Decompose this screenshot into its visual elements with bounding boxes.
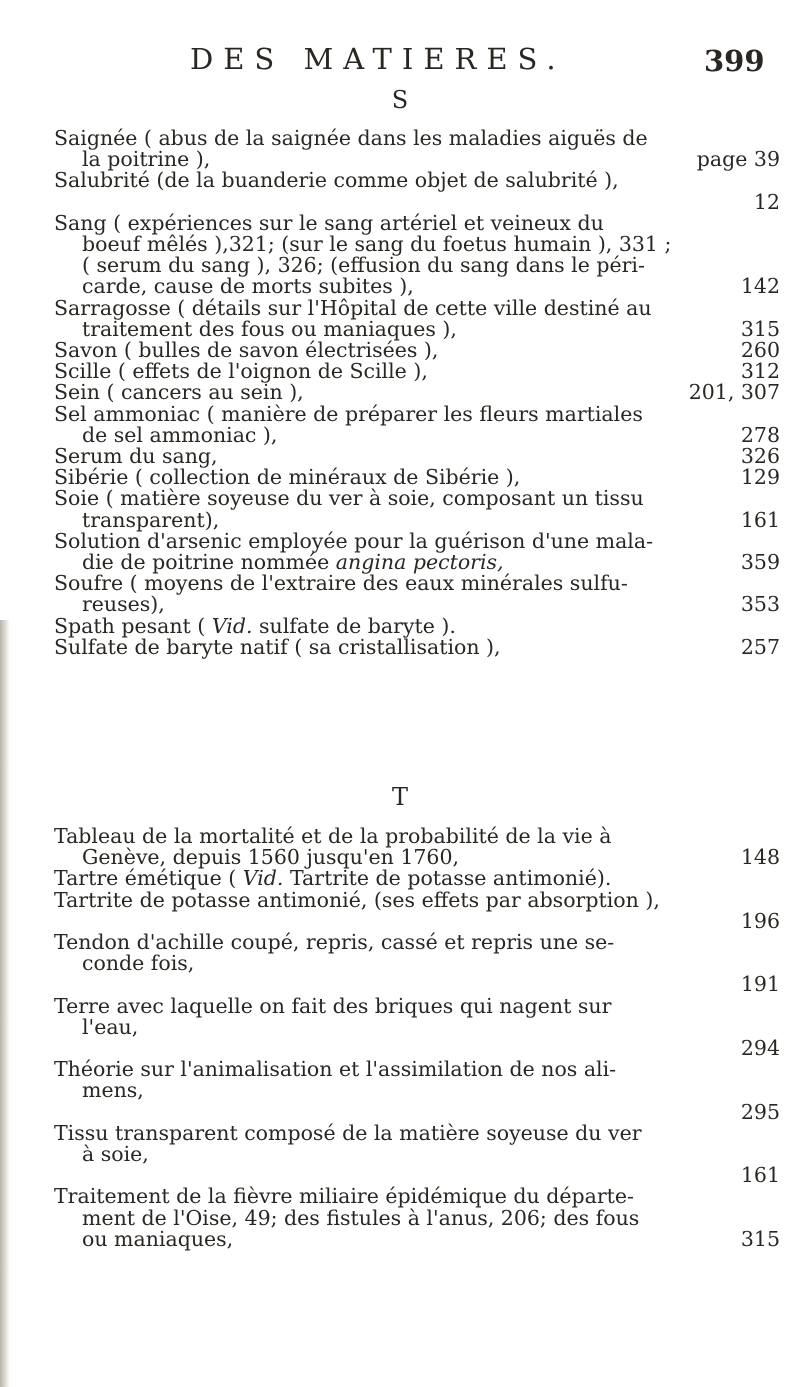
entry-italic-term: Vid. [242,866,284,891]
index-entry [54,932,780,996]
index-entry [54,1186,780,1250]
entry-line: Soufre ( moyens de l'extraire des eaux minérales sulfu- [54,571,628,596]
entry-italic-term: Vid. [211,613,253,638]
entry-page: 196 [740,908,780,933]
entry-page: 260 [740,338,780,363]
entry-line: sulfate de baryte ). [259,613,456,638]
index-entry [54,340,780,361]
entry-page: 201, 307 [688,380,780,405]
entry-page: 278 [740,422,780,447]
entry-page: 315 [740,316,780,341]
entry-page: 359 [740,550,780,575]
entry-page: 257 [740,634,780,659]
entry-line: de sel ammoniac ), [82,422,278,447]
entry-line: Spath pesant ( [54,613,206,638]
entry-line: Soie ( matière soyeuse du ver à soie, composant un tissu [54,486,644,511]
entry-line: Tendon d'achille coupé, repris, cassé et repris une se- [54,930,615,955]
entry-page: 129 [740,465,780,490]
entry-line: conde fois, [82,951,195,976]
index-entry [54,887,780,933]
entry-line: ( serum du sang ), 326; (effusion du sang dans le péri- [82,253,645,278]
entry-page: 326 [740,444,780,469]
entry-line: Traitement de la fièvre miliaire épidémique du départe- [54,1184,634,1209]
entry-line: carde, cause de morts subites ), [82,274,414,299]
entry-line: boeuf mêlés ),321; (sur le sang du foetus humain ), 331 ; [82,232,672,257]
entry-line: die de poitrine nommée [82,550,330,575]
entry-line: l'eau, [82,1014,139,1039]
section-letter-s: S [391,86,409,114]
index-entry [54,573,780,615]
entry-line: Serum du sang, [54,444,218,469]
entry-line: Saignée ( abus de la saignée dans les maladies aiguës de [54,126,648,150]
index-entry [54,488,780,530]
entry-line: Théorie sur l'animalisation et l'assimilation de nos ali- [54,1057,617,1082]
entry-page: 148 [740,845,780,870]
index-section-s [54,128,780,658]
entry-line: Sein ( cancers au sein ), [54,380,304,405]
entry-line: Genève, depuis 1560 jusqu'en 1760, [82,845,460,870]
entry-page: 312 [740,359,780,384]
entry-page: 315 [740,1226,780,1251]
page-edge-shadow [0,620,10,1387]
entry-line: à soie, [82,1142,149,1167]
index-section-t [54,826,780,1250]
entry-page: 353 [740,592,780,617]
index-entry [54,467,780,488]
entry-line: Terre avec laquelle on fait des briques qui nagent sur [54,993,612,1018]
entry-line: Solution d'arsenic employée pour la guérison d'une mala- [54,528,653,553]
entry-line: Sulfate de baryte natif ( sa cristallisation ), [54,634,501,659]
entry-page: page 39 [696,147,780,172]
entry-line: Tartrite de potasse antimonié, (ses effets par absorption ), [54,887,660,912]
index-entry [54,295,780,341]
entry-line: Scille ( effets de l'oignon de Scille ), [54,359,428,384]
index-entry [54,528,780,575]
entry-page: 161 [740,507,780,532]
index-entry [54,634,780,659]
entry-line: Savon ( bulles de savon électrisées ), [54,338,439,363]
entry-line: mens, [82,1078,144,1103]
entry-line: Salubrité (de la buanderie comme objet de salubrité ), [54,168,619,193]
entry-line: Tartrite de potasse antimonié). [289,866,612,891]
page-number: 399 [704,44,765,78]
entry-line: Sibérie ( collection de minéraux de Sibérie ), [54,465,521,490]
entry-line: Sarragosse ( détails sur l'Hôpital de cette ville destiné au [54,295,652,320]
index-entry [54,868,780,889]
entry-page: 295 [740,1099,780,1124]
index-entry [54,210,780,299]
section-letter-t: T [391,783,408,811]
entry-line: Sel ammoniac ( manière de préparer les fleurs martiales [54,401,643,426]
entry-page: 142 [740,274,780,299]
entry-page: 161 [740,1163,780,1188]
entry-line: transparent), [82,507,220,532]
entry-line: la poitrine ), [82,147,211,172]
index-entry [54,382,780,403]
index-entry [54,993,780,1061]
running-header-title: DES MATIERES. [190,42,566,76]
entry-page: 294 [740,1036,780,1061]
entry-page: 191 [740,972,780,997]
entry-page: 12 [753,189,780,214]
entry-line: Tissu transparent composé de la matière soyeuse du ver [54,1120,642,1145]
entry-line: ment de l'Oise, 49; des fistules à l'anus, 206; des fous [82,1205,640,1230]
entry-line: ou maniaques, [82,1226,234,1251]
index-entry [54,826,780,868]
entry-line: Sang ( expériences sur le sang artériel et veineux du [54,210,604,235]
entry-line: Tartre émétique ( [54,866,237,891]
index-entry [54,446,780,467]
index-entry [54,1120,780,1188]
index-entry [54,170,780,212]
entry-line: reuses), [82,592,165,617]
entry-line: Tableau de la mortalité et de la probabilité de la vie à [54,824,612,848]
index-entry [54,613,780,638]
index-entry [54,1059,780,1123]
entry-line: traitement des fous ou maniaques ), [82,316,457,341]
entry-italic-term: angina pectoris, [335,550,504,575]
index-entry [54,401,780,447]
index-entry [54,128,780,170]
index-entry [54,361,780,382]
